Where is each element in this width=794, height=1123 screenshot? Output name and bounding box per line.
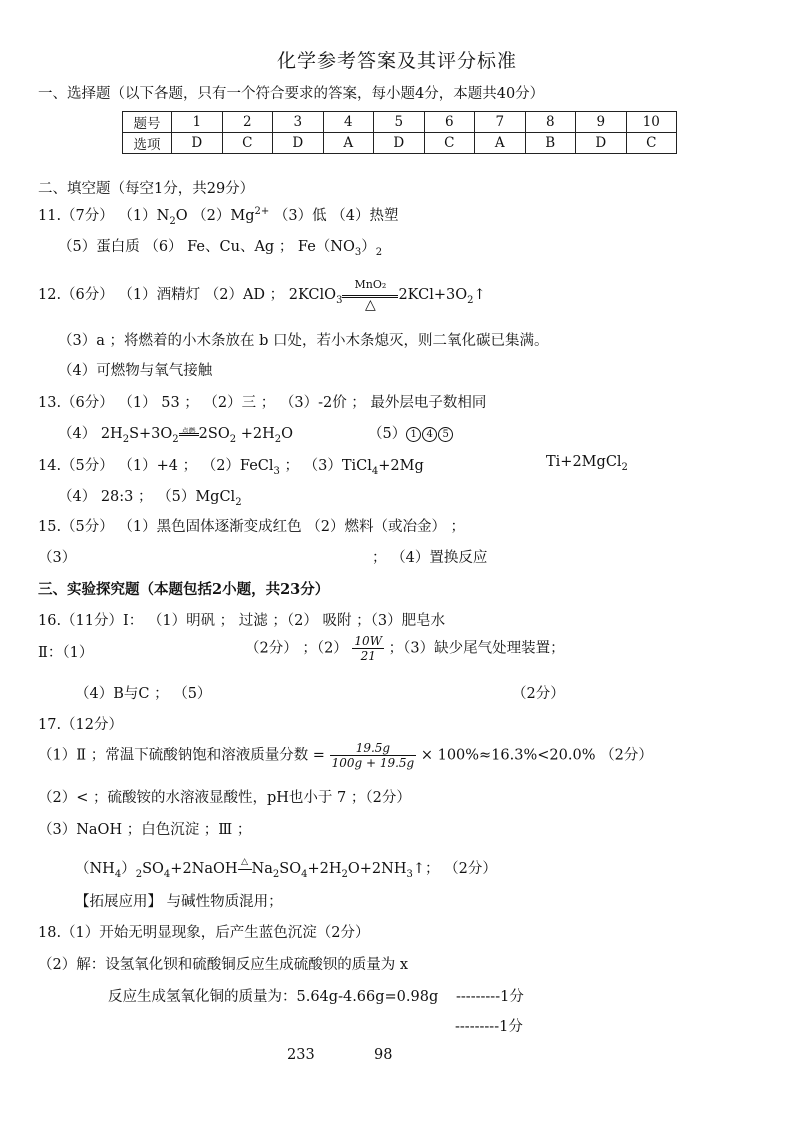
answer-cell: D <box>374 133 425 154</box>
text: +2NaOH <box>170 861 238 877</box>
subscript: 4 <box>301 868 308 880</box>
text: 12.（6分） （1）酒精灯 （2）AD ； 2KClO <box>38 287 337 303</box>
question-number-cell: 8 <box>525 112 576 133</box>
table-row <box>123 112 677 133</box>
q16-line2-a: Ⅱ：（1） <box>38 645 94 661</box>
q17-line1 <box>38 741 653 770</box>
q18-line2: （2）解：设氢氧化钡和硫酸铜反应生成硫酸钡的质量为 x <box>38 957 409 973</box>
q16-line3-a: （4）B与C ； （5） <box>75 686 212 702</box>
text: （4） 2H <box>58 426 123 442</box>
question-number-cell: 10 <box>626 112 677 133</box>
answer-cell: D <box>273 133 324 154</box>
q16-line3-b: （2分） <box>512 686 565 702</box>
text: （NH <box>75 861 115 877</box>
q15-line2-a: （3） <box>38 550 77 566</box>
q17-title: 17.（12分） <box>38 717 124 733</box>
question-number-cell: 7 <box>475 112 526 133</box>
text: O <box>281 426 293 442</box>
subscript: 3 <box>354 246 362 258</box>
superscript: 2+ <box>254 206 270 218</box>
text: （2分） ；（2） <box>245 640 348 657</box>
text: 11.（7分） （1）N <box>38 208 170 224</box>
text: SO <box>142 861 164 877</box>
q17-line4 <box>75 857 497 880</box>
numerator: 10W <box>354 634 383 648</box>
answer-cell: A <box>475 133 526 154</box>
text: ） <box>121 861 136 877</box>
reaction-condition <box>238 856 252 870</box>
section-2-heading: 二、填空题（每空1分，共29分） <box>38 181 255 197</box>
subscript: 2 <box>274 433 282 445</box>
q15-line2-b: ； （4）置换反应 <box>372 550 488 566</box>
answer-table <box>122 111 677 154</box>
circled-number: 4 <box>422 427 437 442</box>
text: （5） <box>368 426 407 442</box>
subscript: 4 <box>163 868 171 880</box>
question-number-cell: 1 <box>172 112 223 133</box>
question-number-cell: 6 <box>424 112 475 133</box>
text: ） <box>361 239 376 255</box>
text: Ti+2MgCl <box>546 454 622 470</box>
q13-part5 <box>368 422 454 443</box>
q12-line3: （4）可燃物与氧气接触 <box>58 363 213 379</box>
circled-number: 1 <box>406 427 421 442</box>
question-number-cell: 3 <box>273 112 324 133</box>
subscript: 2 <box>235 496 242 508</box>
text: +2H <box>307 861 342 877</box>
text: +2Mg <box>378 458 424 474</box>
table-row <box>123 133 677 154</box>
text: ；（3）缺少尾气处理装置； <box>388 640 565 657</box>
subscript: 3 <box>273 465 280 477</box>
text: （3）低 （4）热塑 <box>269 208 399 224</box>
page-title: 化学参考答案及其评分标准 <box>276 50 517 72</box>
answer-cell: B <box>525 133 576 154</box>
circled-number: 5 <box>438 427 453 442</box>
catalyst-label: MnO₂ <box>354 277 387 291</box>
text: ↑ <box>473 287 486 303</box>
answer-cell: C <box>424 133 475 154</box>
text: Na <box>251 861 273 877</box>
q14-product <box>546 454 628 473</box>
text: 2SO <box>198 426 230 442</box>
text: （1）Ⅱ ；常温下硫酸钠饱和溶液质量分数 = <box>38 747 325 764</box>
denominator: 21 <box>360 649 376 663</box>
text: （4） 28:3 ； （5）MgCl <box>58 489 236 505</box>
text: SO <box>279 861 302 877</box>
reaction-condition <box>179 426 199 436</box>
q13-line1: 13.（6分） （1） 53 ； （2）三 ； （3）-2价 ； 最外层电子数相同 <box>38 395 487 411</box>
answer-cell: D <box>172 133 223 154</box>
text: O （2）Mg <box>175 208 255 224</box>
text: S+3O <box>129 426 173 442</box>
text: O+2NH <box>347 861 407 877</box>
question-number-cell: 2 <box>222 112 273 133</box>
ignite-label: 点燃 <box>181 426 196 435</box>
numerator: 19.5g <box>330 741 417 756</box>
q16-line2-b <box>245 634 565 663</box>
question-number-cell: 9 <box>576 112 627 133</box>
text: ； （3）TiCl <box>279 458 372 474</box>
answer-cell: D <box>576 133 627 154</box>
subscript: 4 <box>114 868 122 880</box>
subscript: 2 <box>272 868 280 880</box>
q18-line3-a: 反应生成氢氧化铜的质量为：5.64g-4.66g=0.98g <box>108 989 439 1005</box>
text: × 100%≈16.3%<20.0% （2分） <box>420 747 653 764</box>
subscript: 2 <box>621 461 628 473</box>
subscript: 4 <box>371 465 379 477</box>
q17-line5: 【拓展应用】 与碱性物质混用； <box>75 894 283 910</box>
q14-line2 <box>58 485 242 508</box>
subscript: 3 <box>406 868 413 880</box>
answer-cell: C <box>222 133 273 154</box>
subscript: 2 <box>341 868 348 880</box>
heat-symbol: △ <box>365 296 376 313</box>
answer-cell: A <box>323 133 374 154</box>
subscript: 2 <box>135 868 143 880</box>
question-number-cell: 4 <box>323 112 374 133</box>
subscript: 2 <box>122 433 130 445</box>
q18-line1: 18.（1）开始无明显现象，后产生蓝色沉淀（2分） <box>38 925 370 941</box>
subscript: 2 <box>229 433 237 445</box>
text: +2H <box>236 426 275 442</box>
text: 14.（5分） （1）+4 ； （2）FeCl <box>38 458 274 474</box>
subscript: 2 <box>169 215 176 227</box>
q11-line2 <box>58 235 382 258</box>
fraction <box>330 741 417 770</box>
q16-line1: 16.（11分）I： （1）明矾 ； 过滤 ；（2） 吸附 ；（3）肥皂水 <box>38 613 446 629</box>
q13-line2 <box>58 422 293 445</box>
footer-number-b: 98 <box>374 1047 393 1063</box>
subscript: 2 <box>172 433 179 445</box>
q17-line2: （2）< ；硫酸铵的水溶液显酸性，pH也小于 7 ；（2分） <box>38 790 411 806</box>
subscript: 2 <box>375 246 383 258</box>
q14-line1 <box>38 454 424 477</box>
q11-line1 <box>38 204 398 227</box>
footer-number-a: 233 <box>287 1047 315 1063</box>
q18-line4: ---------1分 <box>455 1019 523 1035</box>
heat-symbol: △ <box>241 856 248 867</box>
text: ↑； （2分） <box>412 861 497 877</box>
q18-line3-b: ---------1分 <box>456 989 524 1005</box>
table-cell: 选项 <box>123 133 172 154</box>
text: 2KCl+3O <box>398 287 468 303</box>
q15-line1: 15.（5分） （1）黑色固体逐渐变成红色 （2）燃料（或冶金） ； <box>38 519 466 535</box>
denominator: 100g + 19.5g <box>331 756 415 770</box>
q12-line1 <box>38 277 486 313</box>
answer-cell: C <box>626 133 677 154</box>
q17-line3: （3）NaOH ；白色沉淀 ；Ⅲ ； <box>38 822 252 838</box>
subscript: 2 <box>467 294 474 306</box>
section-1-heading: 一、选择题（以下各题，只有一个符合要求的答案，每小题4分，本题共40分） <box>38 86 545 102</box>
text: （5）蛋白质 （6） Fe、Cu、Ag ； Fe（NO <box>58 239 355 255</box>
q12-line2: （3）a ；将燃着的小木条放在 b 口处，若小木条熄灭，则二氧化碳已集满。 <box>58 333 549 349</box>
table-cell: 题号 <box>123 112 172 133</box>
section-3-heading: 三、实验探究题（本题包括2小题，共23分） <box>38 581 330 598</box>
reaction-condition <box>342 277 398 313</box>
subscript: 3 <box>336 294 343 306</box>
fraction <box>352 634 384 663</box>
question-number-cell: 5 <box>374 112 425 133</box>
